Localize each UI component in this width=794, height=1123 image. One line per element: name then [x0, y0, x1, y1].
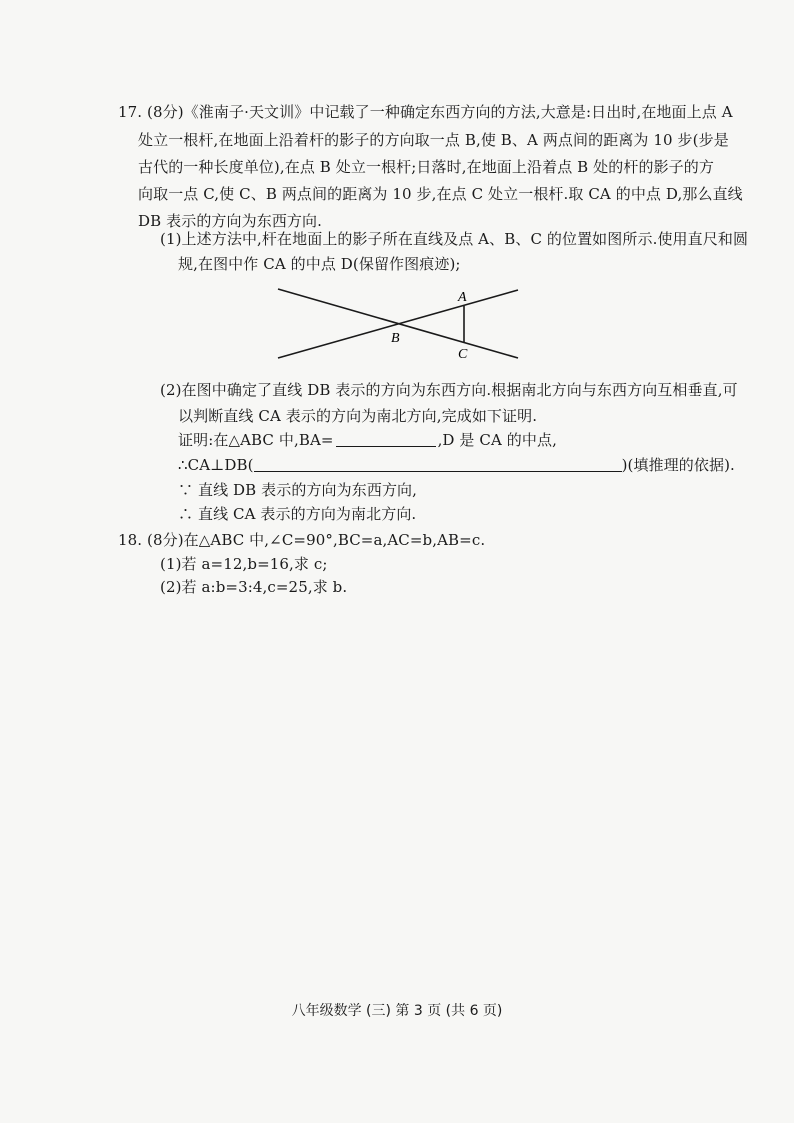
q17-line-5: DB 表示的方向为东西方向. [138, 212, 322, 230]
ba-answer-blank[interactable] [336, 432, 436, 447]
q17-line-2: 处立一根杆,在地面上沿着杆的影子的方向取一点 B,使 B、A 两点间的距离为 10 步(步是 [138, 131, 729, 149]
q17-part1-line-1: (1)上述方法中,杆在地面上的影子所在直线及点 A、B、C 的位置如图所示.使用直尺和圆 [160, 230, 749, 248]
label-b: B [391, 331, 400, 346]
proof-line-1-start: 证明:在△ABC 中,BA= [178, 431, 334, 449]
shadow-lines-figure [270, 280, 525, 370]
q17-part2-line-2: 以判断直线 CA 表示的方向为南北方向,完成如下证明. [178, 407, 538, 425]
reason-answer-blank[interactable] [254, 457, 622, 472]
q17-part2-line-1: (2)在图中确定了直线 DB 表示的方向为东西方向.根据南北方向与东西方向互相垂直,可 [160, 381, 738, 399]
q17-line-1: 17. (8分)《淮南子·天文训》中记载了一种确定东西方向的方法,大意是:日出时,在地面上点 A [118, 103, 733, 121]
q17-part1-line-2: 规,在图中作 CA 的中点 D(保留作图痕迹); [178, 255, 461, 273]
proof-line-3: ∵ 直线 DB 表示的方向为东西方向, [178, 481, 418, 499]
proof-line-1-end: ,D 是 CA 的中点, [437, 431, 557, 449]
proof-line-4: ∴ 直线 CA 表示的方向为南北方向. [178, 505, 417, 523]
label-a: A [458, 290, 467, 305]
proof-line-2-end: )(填推理的依据). [621, 456, 735, 474]
proof-line-2-start: ∴CA⊥DB( [178, 456, 254, 474]
q18-line-1: 18. (8分)在△ABC 中,∠C=90°,BC=a,AC=b,AB=c. [118, 531, 486, 549]
proof-line-2 [178, 455, 735, 475]
proof-line-1 [178, 430, 557, 450]
q18-part-2: (2)若 a:b=3:4,c=25,求 b. [160, 578, 348, 596]
label-c: C [458, 347, 468, 362]
q17-line-3: 古代的一种长度单位),在点 B 处立一根杆;日落时,在地面上沿着点 B 处的杆的影子的方 [138, 158, 714, 176]
q18-part-1: (1)若 a=12,b=16,求 c; [160, 555, 328, 573]
q17-line-4: 向取一点 C,使 C、B 两点间的距离为 10 步,在点 C 处立一根杆.取 CA 的中点 D,那么直线 [138, 185, 743, 203]
page-footer: 八年级数学 (三) 第 3 页 (共 6 页) [291, 1003, 503, 1019]
